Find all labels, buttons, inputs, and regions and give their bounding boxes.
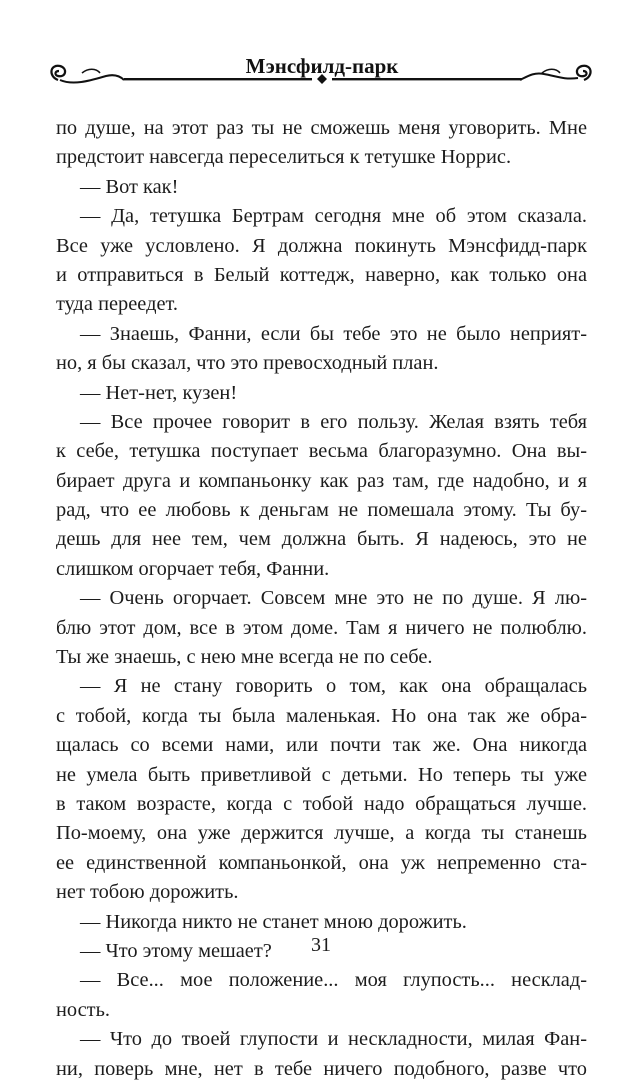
text-line: — Да, тетушка Бертрам сегодня мне об этом сказала. <box>80 205 587 228</box>
text-line: бирает друга и компаньонку как раз там, где надобно, и я <box>56 469 587 492</box>
page-number: 31 <box>311 934 331 956</box>
text-line: с тобой, когда ты была маленькая. Но она так же обра- <box>56 704 587 727</box>
text-line: по душе, на этот раз ты не сможешь меня уговорить. Мне <box>56 117 587 139</box>
text-line: — Нет-нет, кузен! <box>80 381 238 404</box>
text-line: — Что этому мешает? <box>80 939 272 962</box>
running-title: Мэнсфилд-парк <box>245 54 399 78</box>
text-line: — Что до твоей глупости и нескладности, милая Фан- <box>80 1028 587 1051</box>
text-line: — Знаешь, Фанни, если бы тебе это не было неприят- <box>80 322 587 345</box>
text-line: ность. <box>56 998 110 1021</box>
text-line: ни, поверь мне, нет в тебе ничего подобного, разве что <box>56 1057 587 1080</box>
text-line: слишком огорчает тебя, Фанни. <box>56 557 330 580</box>
text-line: не умела быть приветливой с детьми. Но теперь ты уже <box>56 763 587 786</box>
text-line: Все уже условлено. Я должна покинуть Мэнсфидд-парк <box>56 234 587 257</box>
text-line: к себе, тетушка поступает весьма благоразумно. Она вы- <box>56 440 587 463</box>
text-line: но, я бы сказал, что это превосходный план. <box>56 352 439 375</box>
text-line: блю этот дом, все в этом доме. Там я ничего не полюблю. <box>56 616 587 639</box>
text-line: и отправиться в Белый коттедж, наверно, как только она <box>56 263 587 286</box>
text-line: — Очень огорчает. Совсем мне это не по душе. Я лю- <box>80 587 587 610</box>
text-line: Ты же знаешь, с нею мне всегда не по себе. <box>56 646 433 669</box>
text-line: По-моему, она уже держится лучше, а когда ты станешь <box>56 822 587 845</box>
text-line: — Вот как! <box>80 175 179 198</box>
text-line: предстоит навсегда переселиться к тетушке Норрис. <box>56 146 512 169</box>
text-line: щалась со всеми нами, или почти так же. Она никогда <box>56 734 587 757</box>
text-line: — Я не стану говорить о том, как она обращалась <box>80 675 587 698</box>
text-line: туда переедет. <box>56 293 178 316</box>
text-line: в таком возрасте, когда с тобой надо обращаться лучше. <box>56 792 587 815</box>
text-line: ее единственной компаньонкой, она уж непременно ста- <box>56 851 587 874</box>
text-line: — Все прочее говорит в его пользу. Желая взять тебя <box>80 410 587 433</box>
text-line: — Все... мое положение... моя глупость... несклад- <box>80 969 587 992</box>
text-line: дешь для нее тем, чем должна быть. Я надеюсь, это не <box>56 528 587 551</box>
text-line: рад, что ее любовь к деньгам не помешала этому. Ты бу- <box>56 499 587 522</box>
running-header <box>44 46 600 106</box>
text-line: — Никогда никто не станет мною дорожить. <box>80 910 467 933</box>
text-line: нет тобою дорожить. <box>56 881 239 904</box>
